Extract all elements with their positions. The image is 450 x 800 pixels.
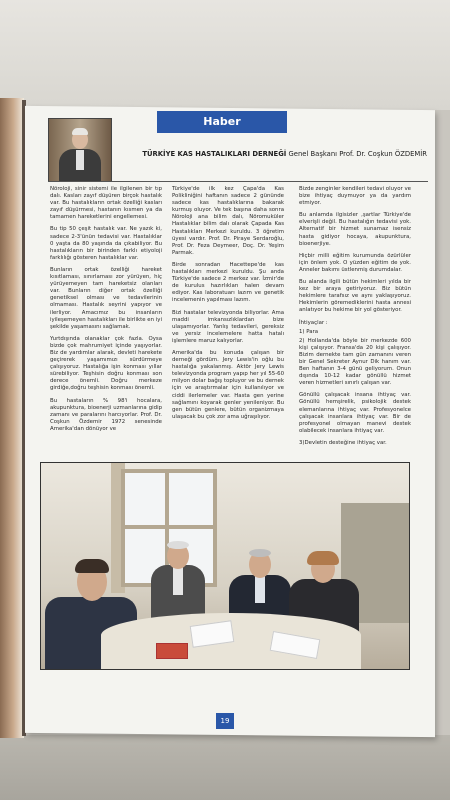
paragraph: Nöroloji, sinir sistemi ile ilgilenen bir tıp dalı. Kasları zayıf düşüren birçok hastalık var. Bu hastalıkların ortak özelliği kasları zayıf düşürmesi, hastanın kısmen ya da tamamen hareketlerini engellemesi. [50,186,162,221]
header-rule [48,181,428,182]
text-column-3 [299,186,411,452]
text-column-1 [50,186,162,438]
paragraph: Gönüllü çalışacak insana ihtiyaç var. Gönüllü hemşirelik, psikolojik destek elemanlarına ihtiyaç var. Profesyonelce çalışacak insanlara ihtiyaç var. Bir de profesyonel olmayan manevi destek olabilecek insanlara ihtiyaç var. [299,392,411,434]
portrait-shirt [76,150,84,170]
paragraph: Türkiye'de ilk kez Çapa'da Kas Polikliniğini haftanın sadece 2 gününde sadece kas hastalıklarına bakarak kurmuş oluyor. Ve tek başına daha sonra Nöroloji ana bilim dalı, Nöromuküler Hastalıklar bilim dalı olarak Çapada Kas Hastalıkları Merkezi kuruldu. 3 öğretim üyesi vardır. Prof. Dr. Piraye Serdaroğlu, Prof. Dr. Feza Deymeer, Doç. Dr. Yeşim Parmak. [172,186,284,256]
page-number: 19 [216,713,234,729]
paragraph: 3)Devletin desteğine ihtiyaç var. [299,439,387,446]
paragraph: İhtiyaçlar : [299,319,328,326]
paragraph: Bunların ortak özelliği hareket kısıtlaması, sınırlaması zor yürüyen, hiç yürüyemeyen tam hareketsiz olanları var. Bunların diğer ortak özelliği genetiksel olması ve tedavilerinin olmaması. Hastalık seyrini yapıyor ve ilerliyor. Amacımız bu insanların iyileşemeyen hastalıkları ile birlikte en iyi şekilde yaşamasını sağlamak. [50,266,162,330]
paragraph: Bu alanda ilgili bütün hekimleri yılda bir kez bir araya getiriyoruz. Biz bütün hekimlere tarafsız ve aynı yaklaşıyoruz. Hekimlerin göremediklerini hasta annesi anlatıyor bu hekime bir yol gösteriyor. [299,279,411,314]
paragraph: 1) Para [299,328,319,335]
paragraph: Hiçbir milli eğitim kurumunda özürlüler için önlem yok. O yüzden eğitim de yok. Anneler bakımı üstlenmiş durumdalar. [299,252,411,273]
paragraph: Bu hastaların % 98'i hocalara, akupunktura, bioenerji uzmanlarına gidip zamanı ve paralarını harcıyorlar. Prof. Dr. Coşkun Özdemir 1972 senesinde Amerika'dan dönüyor ve [50,397,162,432]
paragraph: Amerika'da bu konuda çalışan bir derneği gördüm. Jery Lewis'in oğlu bu hastalığa yakalanmış. Aktör Jery Lewis televizyonda program yapıp her yıl 55-60 milyon dolar bağış topluyor ve bu dernek için ve araştırmalar için kullanılıyor ve ciddi ilerlemeler var. Hasta gen yerine sağlamını koyarak genler yenileniyor. Bu gen bütün genlere, bütün organizmaya ulaşacak bu çok zor ama uğraşılıyor. [172,349,284,420]
previous-page-edge [0,98,24,738]
paragraph: Bizde zenginler kendileri tedavi oluyor ve bize ihtiyaç duymuyor ya da yardım etmiyor. [299,186,411,207]
section-tab: Haber [157,111,287,133]
paragraph: Bu anlamda ilgisizler ,şartlar Türkiye'de elverişli değil. Bu hastalığın tedavisi yok. Alternatif bir hizmet sunamaz isensiz hasta gidiyor hocaya, akupunktura, bioenerjiye. [299,212,411,247]
article-subtitle: Genel Başkanı Prof. Dr. Coşkun ÖZDEMİR [288,150,427,158]
paragraph: Bu tip 50 çeşit hastalık var. Ne yazık ki, sadece 2-3'ünün tedavisi var. Hastalıklar 0 yaşta da 80 yaşında da çıkabiliyor. Bu hastalıkların bir birinden farklı etiyoloji farklılığı gösteren hastalıklar var. [50,226,162,261]
background-bottom [0,735,450,800]
text-column-2 [172,186,284,426]
photo-papers [156,643,188,659]
window-transom [125,525,213,529]
background-top [0,0,450,110]
paragraph: 2) Hollanda'da böyle bir merkezde 600 kişi çalışıyor. Fransa'da 20 kişi çalışıyor. Bizim dernekte tam gün zamanını veren bir Genel Sekreter Aynur Dik hanım var. Ben haftanın 3-4 günü geliyorum. Onun dışında 10-12 kadar gönüllü hizmet veren hizmetleri sınırlı çalışan var. [299,337,411,387]
portrait-hair [72,128,88,135]
portrait-photo [48,118,112,182]
paragraph: Birde sonradan Hacettepe'de kas hastalıkları merkezi kuruldu. Şu anda Türkiye'de sadece 2 merkez var. İzmir'de de kurulus hazırlıkları halen devam ediyor. Kas laboratuarı lazım ve genetik incelemenin yapılması lazım. [172,261,284,304]
article-title: TÜRKİYE KAS HASTALIKLARI DERNEĞİ [142,150,287,158]
paragraph: Bizi hastalar televizyonda biliyorlar. Ama maddi imkansızlıklardan bize ulaşamıyorlar. Yanlış tedavileri, gereksiz ve yersiz incelemelere hatta hatalı işlemlere maruz kalıyorlar. [172,309,284,344]
meeting-photo [40,462,410,670]
paragraph: Yurtdışında olanaklar çok fazla. Oysa bizde çok mahrumiyet içinde yaşıyorlar. Biz de yardımlar alarak, devleti harekete geçirerek yaşamımızı sürdürmeye çalışıyoruz. Hastalığa işin konması yıllar sürebiliyor. Teşhisin doğru konması son derece önemli. Doğru merkeze girdiğe,doğru teşhisin konması önemli. [50,335,162,392]
article-header [112,150,427,163]
